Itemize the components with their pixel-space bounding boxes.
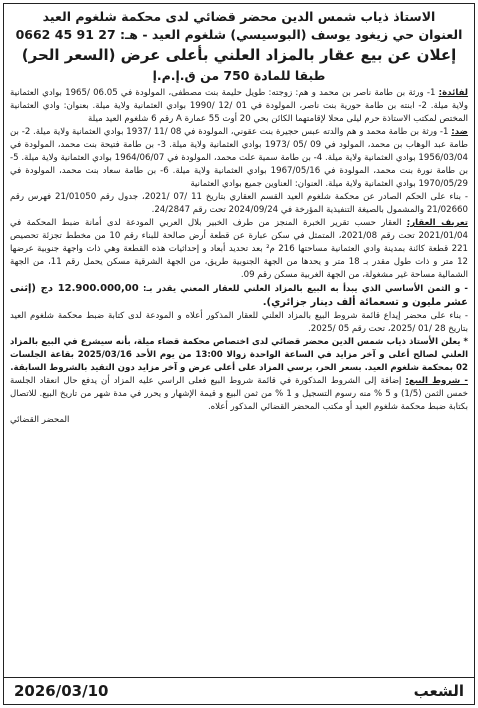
legal-notice — [3, 3, 475, 705]
notice-header — [4, 4, 474, 85]
defendants-paragraph — [10, 126, 468, 191]
beneficiaries-text: 1- ورثة بن طامة ناصر بن محمد و هم: زوجته: طويل حليمة بنت مصطفى، المولودة في 06.05 /1965 بوادي العثمانية ولاية ميلة. 2- ابنته بن طامة حورية بنت ناصر، المولودة في 01 /12 /1990 بوادي العثمانية ولاية ميلة. بعنوان: وادي العثمانية المختص لمكتب الاستاذة حرم ليلى محلا لإقامتهما الكائن بحي 20 أوت 55 عمارة A رقم 6 شلغوم العيد ميلة — [10, 88, 468, 124]
price-intro: - و الثمن الأساسي الذي يبدأ به البيع بالمزاد العلني للعقار المعني يقدر بـ: — [142, 284, 468, 294]
property-paragraph — [10, 217, 468, 282]
conditions-label: - شروط البيع: — [405, 376, 468, 386]
notice-title: إعلان عن بيع عقار بالمزاد العلني بأعلى عرض (السعر الحر) — [21, 46, 457, 64]
price-value: 12.900.000,00 دج (إثنى عشر مليون و تسعمائة ألف دينار جزائري). — [10, 283, 468, 308]
conditions-text: إضافة إلى الشروط المذكورة في قائمة شروط البيع فعلى الراسي عليه المزاد أن يدفع حال انعقاد الجلسة خمس الثمن (1/5) و 5 % منه رسوم التسجيل و 1 % من ثمن البيع و قيمة الإشهار و يحرر في مدة شهر من تاريخ البيع. للاتصال بكتابة ضبط محكمة شلغوم العيد أو مكتب المحضر القضائي المذكور أعلاه. — [10, 376, 468, 412]
defendants-text: 1- ورثة بن طامة محمد و هم والدته عبس حجيرة بنت عقوني، المولودة في 08 /11 /1937 بوادي العثمانية ولاية ميلة. 2- بن طامة عبد الوهاب بن محمد، المولود في 09 /05 /1973 بوادي العثمانية ولاية ميلة. 3- بن طامة فتيحة بنت محمد، المولودة في 1956/03/04 بوادي العثمانية ولاية ميلة. 4- بن طامة سمية علت محمد، المولودة في 1964/06/07 بوادي العثمانية ولاية ميلة. 5- بن طامة نورة بنت محمد، المولودة في 1967/05/16 بوادي العثمانية ولاية ميلة. 6- بن طامة سعاد بنت محمد، المولودة في 1970/05/29 بوادي العثمانية ولاية ميلة. العنوان: العناوين جميع بوادي العثمانية — [10, 127, 468, 189]
conditions-paragraph — [10, 375, 468, 414]
signature: المحضر القضائي — [10, 415, 70, 425]
notice-subtitle: طبقا للمادة 750 من ق.إ.م.إ — [152, 68, 326, 83]
notice-body — [4, 85, 474, 414]
publication-date: 2026/03/10 — [14, 682, 109, 700]
judgment-paragraph: - بناء على الحكم الصادر عن محكمة شلغوم العيد القسم العقاري بتاريخ 11 /07 /2021، جدول رقم 21/01050 فهرس رقم 21/02660 والمشمول بالصيغة التنفيذية المؤرخة في 2024/09/24 تحت رقم 24/2847. — [10, 192, 468, 215]
price-paragraph — [10, 282, 468, 310]
beneficiaries-paragraph — [10, 87, 468, 126]
bailiff-address: العنوان حي زيغود يوسف (البوسيسي) شلغوم العيد - هـ: 27 91 45 0662 — [15, 27, 463, 42]
notice-footer — [4, 677, 474, 704]
beneficiaries-label: لفائدة: — [438, 88, 469, 98]
defendants-label: ضد: — [451, 127, 468, 137]
newspaper-name: الشعب — [413, 682, 464, 700]
auction-paragraph: * يعلن الأستاذ ذياب شمس الدين محضر قضائي لدى اختصاص محكمة قضاء ميلة، بأنه سيشرع في البيع بالمزاد العلني لصالح أعلى و آخر مزايد في الساعة الواحدة زوالا 13:00 من يوم الأحد 2025/03/16 بقاعة الجلسات 02 بمحكمة شلغوم العيد. بسعر الحر، برسي المزاد على أعلى عرض و آخر مزايد دون التقيد بالشروط السابقة. — [10, 337, 469, 373]
property-text: العقار حسب تقرير الخبرة المنجز من طرف الخبير بلال العربي المودعة لدى أمانة ضبط المحكمة في 2021/01/04 تحت رقم 2021/08، المتمثل في سكن عبارة عن قطعة أرض صالحة للبناء رقم 10 من مخطط تجزئة تحصيص 221 قطعة كائنة بمدينة وادي العثمانية مساحتها 216 م² بعد تحديد أبعاد و إحداثيات هذه القطعة وهي ذات واجهة جنوبية عرضها 12 متر و ذات طول مقدر بـ 18 متر و يحدها من الجهة الجنوبية طريق، من الجهة الشرقية مسكن يحمل رقم 11، من الجهة الشمالية مساحة غير مشغولة، من الجهة الغربية مسكن رقم 09. — [10, 218, 469, 280]
property-label: تعريف العقار: — [406, 218, 469, 228]
deposit-paragraph: - بناء على محضر إيداع قائمة شروط البيع بالمزاد العلني للعقار المذكور أعلاه و المودعة لدى كتابة ضبط محكمة شلغوم العيد بتاريخ 28 /01 /2025، تحت رقم 05 /2025. — [10, 311, 468, 334]
bailiff-name: الاستاذ ذياب شمس الدين محضر قضائي لدى محكمة شلغوم العيد — [42, 9, 436, 24]
